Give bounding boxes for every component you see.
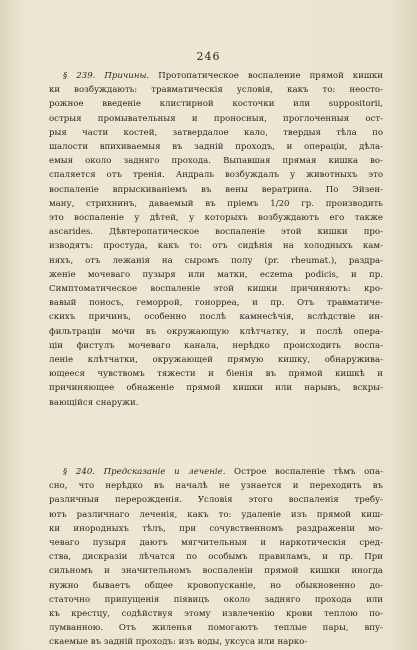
text-line: воспаленіе впрыскиваніемъ въ вены вератрина. По Эйзен- [49,184,383,195]
text-line: чеваго пузыря даютъ мягчительныя и наркотическія сред- [49,538,383,549]
text-line: причиняющее обнаженіе прямой кишки или нарывъ, вскры- [49,383,383,394]
text-line: ascarides. Дѣвтеропатическое воспаленіе этой кишки про- [49,227,383,238]
page-number: 246 [196,50,221,63]
text-line: емыя около задняго прохода. Выпавшая прямая кишка во- [49,156,383,167]
text-line: ки инородныхъ тѣлъ, при сочувственномъ раздраженіи мо- [49,523,383,534]
text-line: острыя промывательныя и проносныя, проглоченныя ост- [49,113,383,124]
text-line: рожное введеніе клистирной косточки или suppositorii, [49,99,383,110]
text-line: шалости впихиваемыя въ задній проходъ, и операціи, дѣла- [49,142,383,153]
section-heading: § 239. Причины. [63,71,150,81]
text-line: женіе мочеваго пузыря или матки, eczema podicis, и пр. [49,269,383,280]
text-line: Симптоматическое воспаленіе этой кишки причиняютъ: кро- [49,284,383,295]
text-line: нужно бываетъ общее кровопусканіе, но обыкновенно до- [49,580,383,591]
paragraph-section-240 [49,465,383,650]
text-line: изводятъ: простуда, какъ то: отъ сидѣнія на холодныхъ кам- [49,241,383,252]
text-line: къ крестцу, содѣйствуя этому извлеченію крови теплою по- [49,609,383,620]
text-line: § 240. Предсказаніе и леченіе. Острое воспаленіе тѣмъ опа- [63,467,383,477]
text-line: статочно припущенія піявицъ около задняго прохода или [49,594,383,605]
text-line: это воспаленіе у дѣтей, у которыхъ возбуждаютъ его также [49,213,383,224]
text-line: сно, что нерѣдко въ началѣ не узнается и переходить въ [49,481,383,492]
text-line: вавый поносъ, геморрой, гонорреа, и пр. Отъ травматиче- [49,298,383,309]
text-line: § 239. Причины. Протопатическое воспаление прямой кишки [63,71,383,81]
text-line: скихъ причинъ, особенно послѣ камнесѣчія, вслѣдствіе ин- [49,312,383,323]
text-line: ки возбуждають: травматическія условія, какъ то: неосто- [49,85,383,96]
text-line: различныя перерожденія. Условія этого воспаленія требу- [49,495,383,506]
text-line: ціи фистулъ мочеваго канала, нерѣдко происходить воспа- [49,340,383,351]
text-line: сильномъ и значительномъ воспаленіи прямой кишки иногда [49,566,383,577]
text-line: ющееся чувствомъ тяжести и біенія въ прямой кишкѣ и [49,369,383,380]
text-line: спаляется отъ тренія. Андраль возбуждалъ у животныхъ это [49,170,383,181]
text-line: няхъ, отъ лежанія на сыромъ полу (pr. rheumat.), раздра- [49,255,383,266]
text-line: леніе клѣтчатки, окружающей прямую кишку, обнаружива- [49,355,383,366]
text-line: рыя части костей, затвердалое кало, твердыя тѣла по [49,127,383,138]
text-line: ютъ различнаго леченія, какъ то: удаленіе изъ прямой киш- [49,509,383,520]
text-line: лумванною. Отъ жиленья помогаютъ теплые пары, впу- [49,623,383,634]
text-line: ману, стрихнинъ, даваемый въ пріемъ 1/20 гр. производить [49,198,383,209]
text-line: фильтраціи мочи въ окружающую клѣтчатку, и послѣ опера- [49,326,383,337]
text-line: скаемые въ задній проходъ: изъ воды, уксуса или нарко- [49,637,308,648]
paragraph-section-239 [49,69,383,410]
text-line: вающійся снаружи. [49,397,139,408]
text-line: ства, дискразіи лѣчатся по особымъ правиламъ, и пр. При [49,552,383,563]
section-heading: § 240. Предсказаніе и леченіе. [63,467,226,477]
